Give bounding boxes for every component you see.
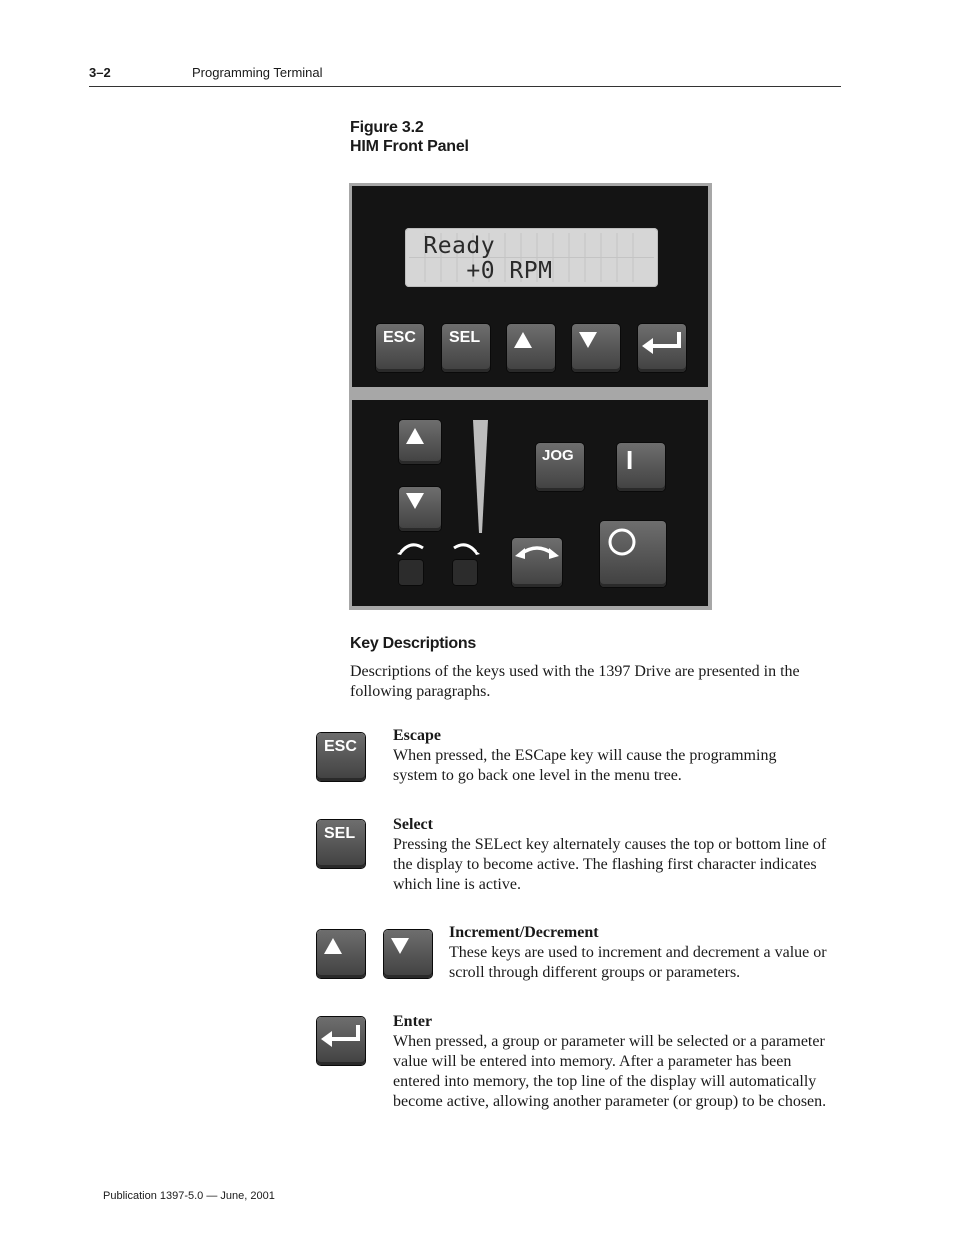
section-heading: Key Descriptions — [350, 635, 476, 652]
incdec-text: These keys are used to increment and decrement a value or scroll through different groups or parameters. — [449, 944, 827, 981]
escape-text: When pressed, the ESCape key will cause the programming system to go back one level in the menu tree. — [393, 747, 777, 784]
figure-number: Figure 3.2 — [350, 119, 424, 136]
sel-key[interactable]: SEL — [442, 324, 490, 372]
lcd-line-2: +0 RPM — [409, 258, 553, 284]
down-arrow-icon — [391, 938, 409, 954]
reverse-led — [398, 559, 424, 586]
select-title: Select — [393, 816, 433, 833]
forward-led — [452, 559, 478, 586]
jog-key[interactable]: JOG — [536, 443, 584, 491]
change-direction-icon — [512, 538, 562, 568]
up-arrow-icon — [406, 428, 424, 444]
escape-title: Escape — [393, 727, 441, 744]
reverse-direction-icon — [395, 540, 427, 556]
lcd-line-1: Ready — [409, 233, 496, 259]
up-key[interactable] — [507, 324, 555, 372]
running-head: Programming Terminal — [192, 65, 323, 80]
esc-key-illustration: ESC — [317, 733, 365, 781]
enter-key[interactable] — [638, 324, 686, 372]
stop-key[interactable] — [600, 521, 666, 587]
header-rule — [89, 86, 841, 87]
enter-icon — [638, 324, 686, 358]
publication-footer: Publication 1397-5.0 — June, 2001 — [103, 1190, 275, 1202]
down-arrow-icon — [406, 493, 424, 509]
enter-text: When pressed, a group or parameter will be selected or a parameter value will be entered into memory. After a parameter has been entered into memory, the top line of the display will automatically become active, allowing another parameter (or group) to be chosen. — [393, 1033, 827, 1110]
down-arrow-icon — [579, 332, 597, 348]
stop-icon — [600, 521, 666, 561]
start-icon: I — [626, 445, 634, 475]
lcd-text — [409, 233, 655, 284]
direction-key[interactable] — [512, 538, 562, 587]
increment-key-illustration — [317, 930, 365, 978]
up-arrow-icon — [514, 332, 532, 348]
speed-up-key[interactable] — [399, 420, 441, 464]
enter-icon — [317, 1017, 365, 1051]
sel-key-illustration: SEL — [317, 820, 365, 868]
esc-key[interactable]: ESC — [376, 324, 424, 372]
speed-down-key[interactable] — [399, 487, 441, 531]
intro-paragraph: Descriptions of the keys used with the 1397 Drive are presented in the following paragraphs. — [350, 663, 800, 700]
figure-title: HIM Front Panel — [350, 138, 469, 155]
enter-title: Enter — [393, 1013, 433, 1030]
forward-direction-icon — [450, 540, 482, 556]
select-text: Pressing the SELect key alternately causes the top or bottom line of the display to become active. The flashing first character indicates which line is active. — [393, 836, 827, 893]
enter-key-illustration — [317, 1017, 365, 1065]
incdec-title: Increment/Decrement — [449, 924, 599, 941]
start-key[interactable] — [617, 443, 665, 491]
up-arrow-icon — [324, 938, 342, 954]
down-key[interactable] — [572, 324, 620, 372]
decrement-key-illustration — [384, 930, 432, 978]
speed-bar-icon — [472, 420, 490, 534]
page-number: 3–2 — [89, 65, 111, 80]
